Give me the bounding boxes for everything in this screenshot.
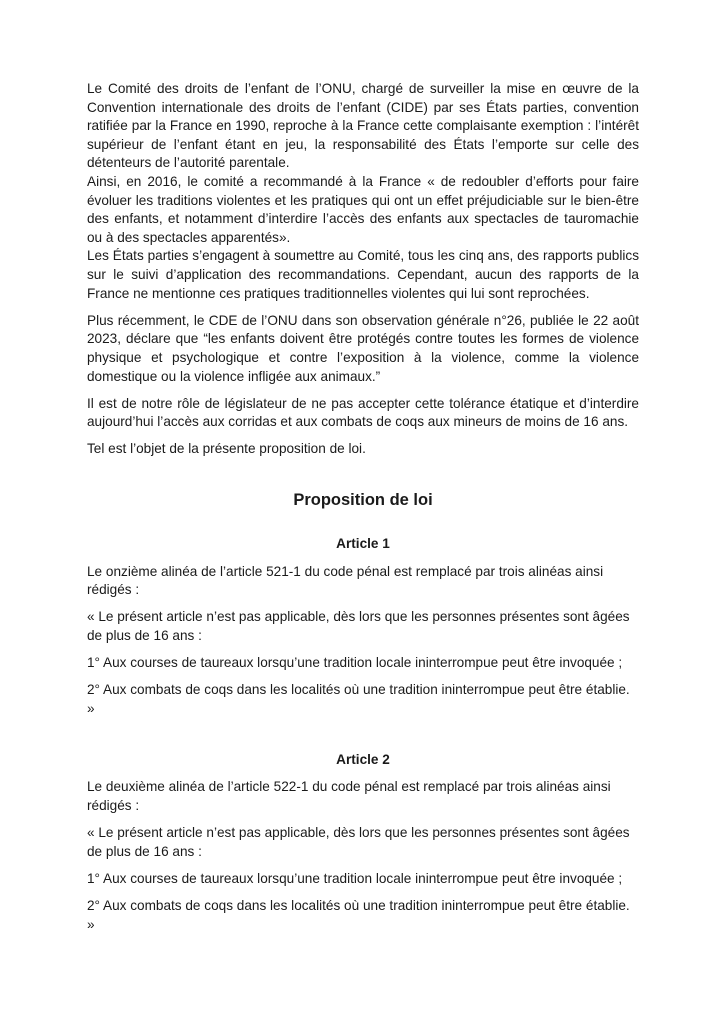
article-quote: « Le présent article n’est pas applicable, dès lors que les personnes présentes sont âgées de plus de 16 ans : [87, 824, 630, 859]
paragraph-recommandation-2016: Ainsi, en 2016, le comité a recommandé à la France « de redoubler d’efforts pour faire évoluer les traditions violentes et les pratiques qui ont un effet préjudiciable sur le bien-être des enfants, et notamment d’interdire l’accès des enfants aux spectacles de tauromachie ou à des spectacles apparentés». [87, 173, 639, 245]
article-item-2: 2° Aux combats de coqs dans les localités où une tradition ininterrompue peut être établie. » [87, 682, 630, 716]
article-intro: Le deuxième alinéa de l’article 522-1 du code pénal est remplacé par trois alinéas ainsi rédigés : [87, 779, 611, 813]
article-1 [87, 535, 639, 719]
paragraph-objet: Tel est l’objet de la présente proposition de loi. [87, 441, 366, 457]
article-item-2: 2° Aux combats de coqs dans les localités où une tradition ininterrompue peut être établie. » [87, 897, 630, 932]
article-item-1: 1° Aux courses de taureaux lorsqu’une tradition locale ininterrompue peut être invoquée ; [87, 655, 623, 671]
proposition-title: Proposition de loi [293, 491, 433, 510]
document-page [87, 80, 639, 934]
paragraph-comite-onu: Le Comité des droits de l’enfant de l’ONU, chargé de surveiller la mise en œuvre de la Convention internationale des droits de l’enfant (CIDE) par ses États parties, convention ratifiée par la France en 1990, reproche à la France cette complaisante exemption : l’intérêt supérieur de l’enfant étant en jeu, la responsabilité des États l’emporte sur celle des détenteurs de l’autorité parentale. [87, 81, 639, 171]
article-quote: « Le présent article n’est pas applicable, dès lors que les personnes présentes sont âgées de plus de 16 ans : [87, 609, 630, 644]
article-intro: Le onzième alinéa de l’article 521-1 du code pénal est remplacé par trois alinéas ainsi rédigés : [87, 563, 604, 598]
paragraph-role-legislateur: Il est de notre rôle de législateur de ne pas accepter cette tolérance étatique et d’interdire aujourd’hui l’accès aux corridas et aux combats de coqs aux mineurs de moins de 16 ans. [87, 395, 639, 430]
article-item-1: 1° Aux courses de taureaux lorsqu’une tradition locale ininterrompue peut être invoquée ; [87, 870, 623, 886]
expose-des-motifs [87, 80, 639, 459]
article-2 [87, 751, 639, 935]
paragraph-observation-generale: Plus récemment, le CDE de l’ONU dans son observation générale n°26, publiée le 22 août 2023, déclare que “les enfants doivent être protégés contre toutes les formes de violence physique et psychologique et contre l’exposition à la violence, comme la violence domestique ou la violence infligée aux animaux.” [87, 312, 639, 384]
paragraph-rapports-etats: Les États parties s’engagent à soumettre au Comité, tous les cinq ans, des rapports publics sur le suivi d’application des recommandations. Cependant, aucun des rapports de la France ne mentionne ces pratiques traditionnelles violentes qui lui sont reprochées. [87, 248, 639, 301]
article-heading: Article 2 [336, 751, 390, 767]
article-heading: Article 1 [336, 536, 390, 552]
